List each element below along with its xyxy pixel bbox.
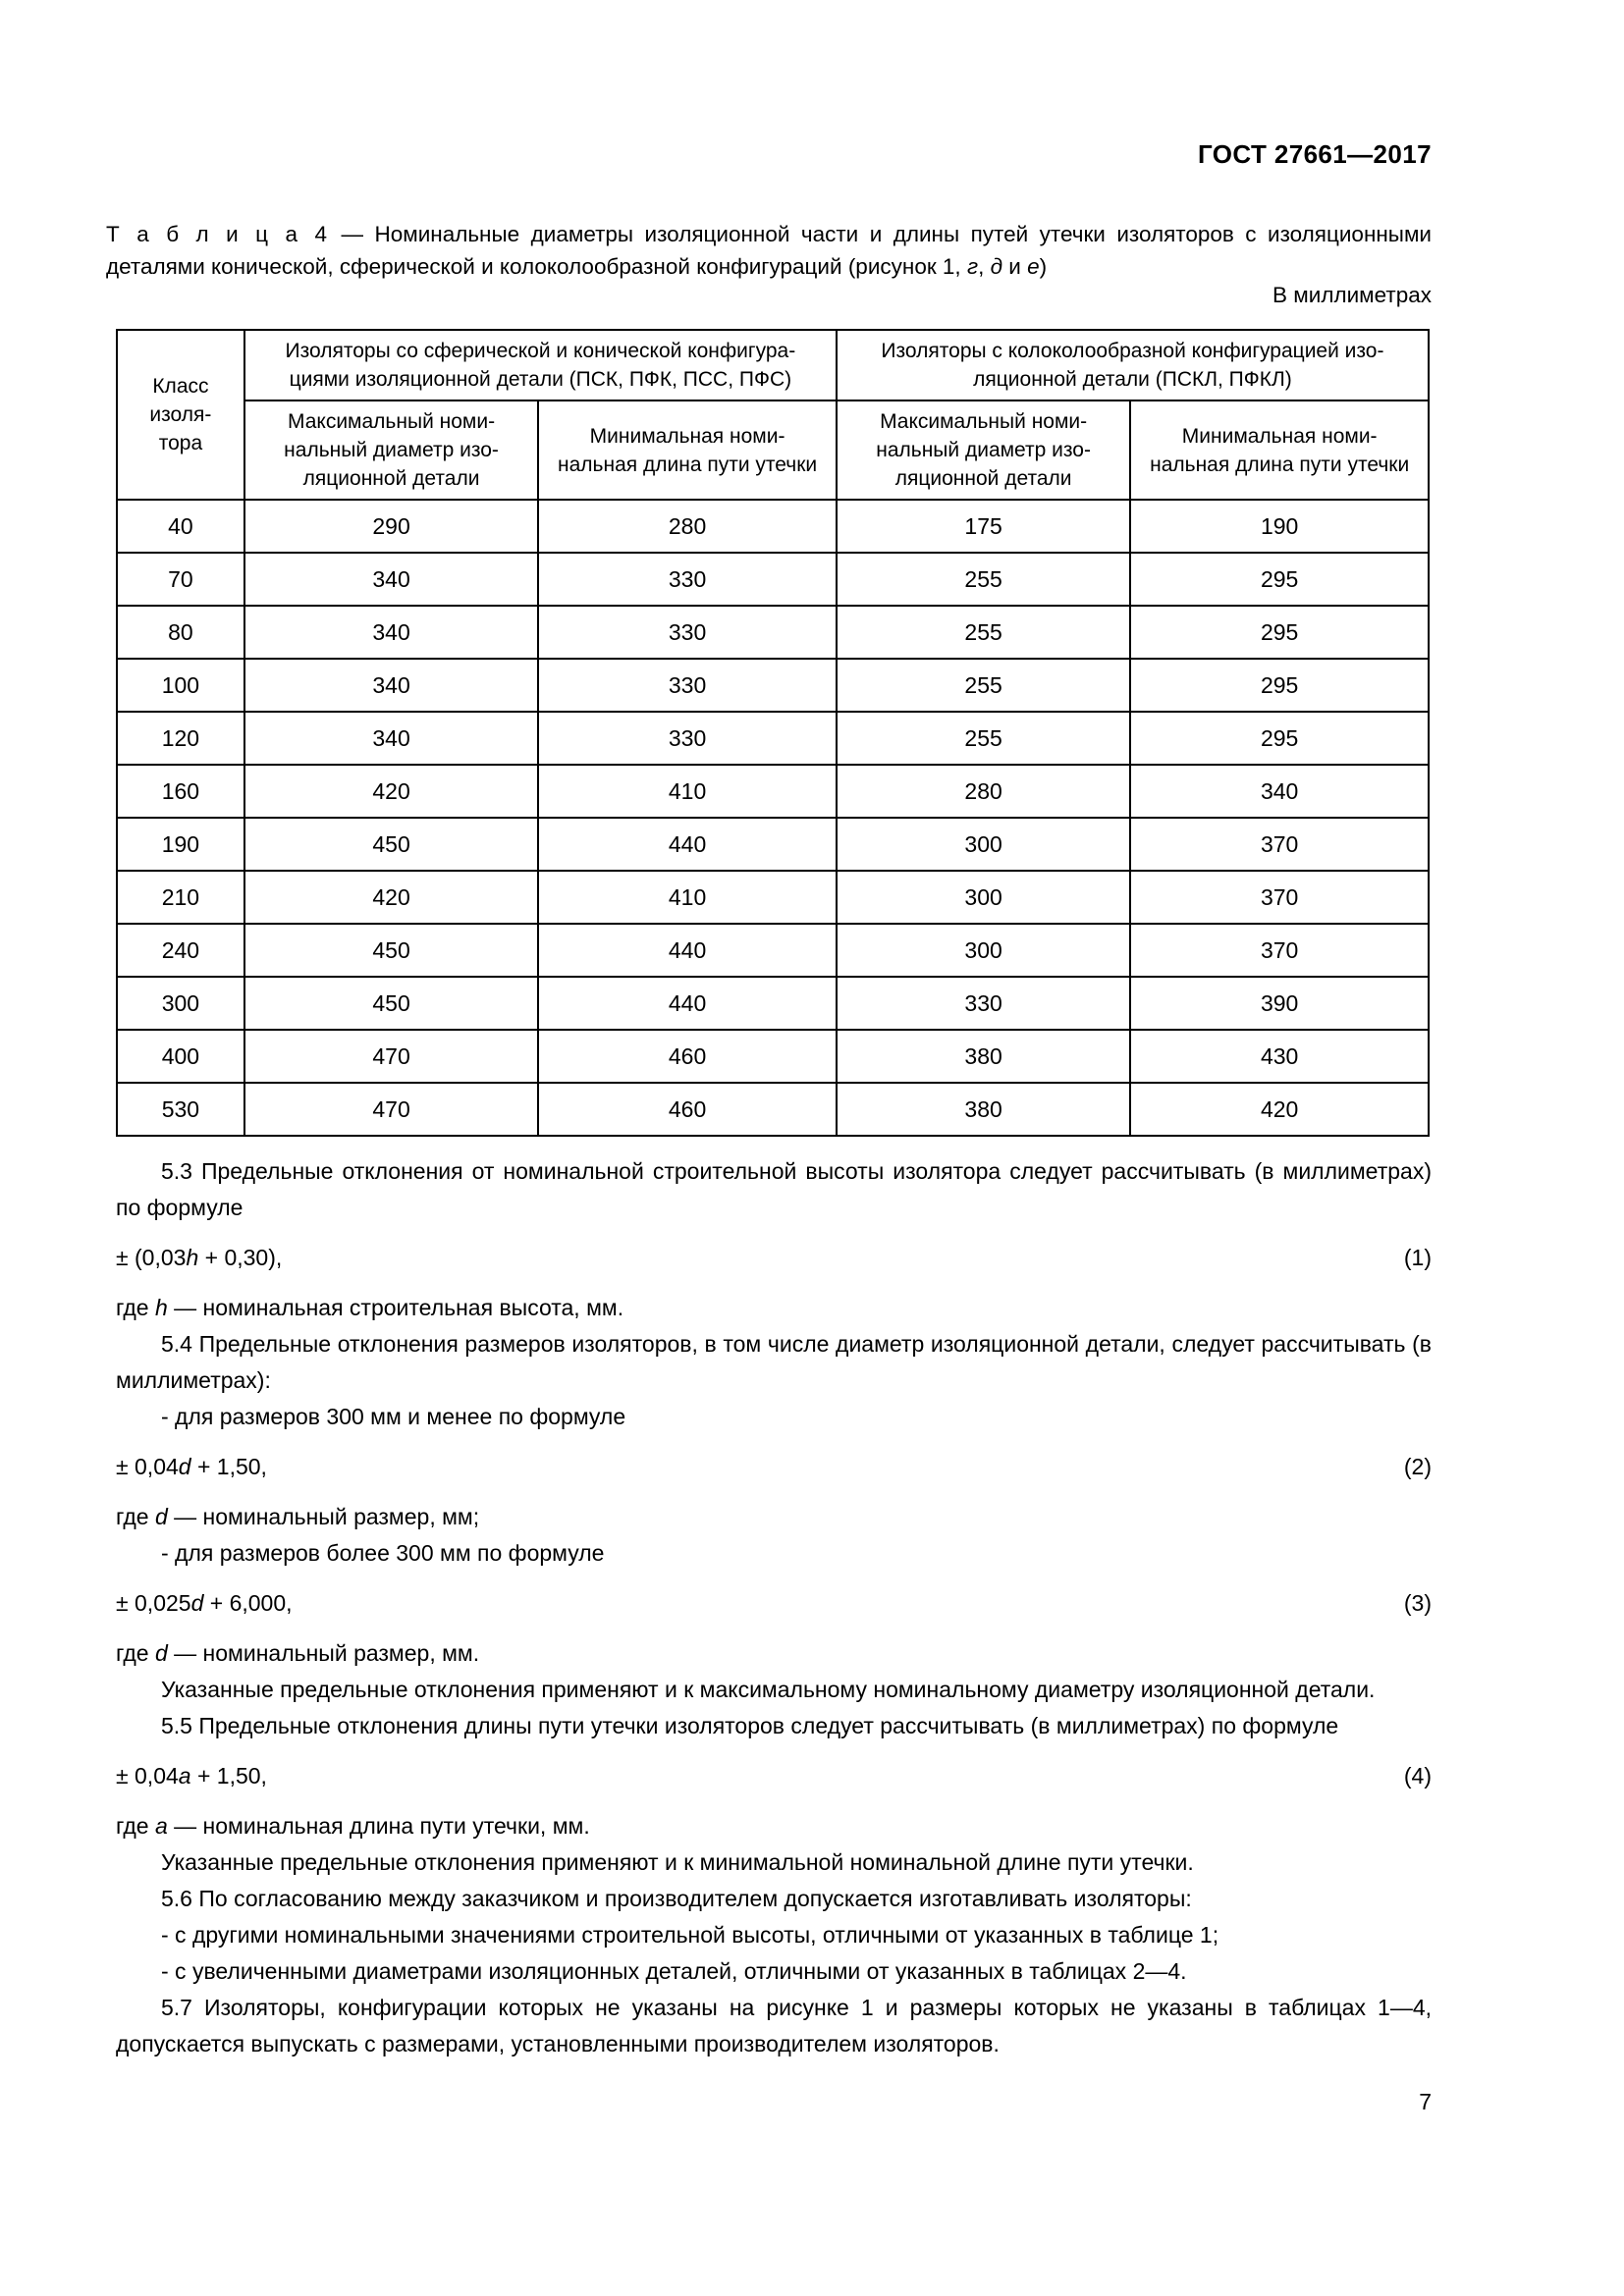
formula-4-variable: a xyxy=(178,1763,191,1789)
formula-2-row xyxy=(116,1449,1432,1485)
cell-spherical-min-creepage: 410 xyxy=(538,765,837,818)
cell-spherical-min-creepage: 330 xyxy=(538,712,837,765)
item-5-6-other-heights: - с другими номинальными значениями строительной высоты, отличными от указанных в таблице 1; xyxy=(161,1922,1219,1948)
table-header-sph-min-creepage: Минимальная номи- нальная длина пути утечки xyxy=(538,400,837,500)
cell-bell-min-creepage: 390 xyxy=(1130,977,1429,1030)
cell-bell-min-creepage: 420 xyxy=(1130,1083,1429,1136)
formula-1-row xyxy=(116,1240,1432,1276)
formula-4 xyxy=(116,1763,267,1789)
cell-spherical-min-creepage: 330 xyxy=(538,606,837,659)
cell-bell-min-creepage: 370 xyxy=(1130,924,1429,977)
cell-class: 70 xyxy=(117,553,244,606)
where-clause-a xyxy=(116,1808,1432,1844)
table-row xyxy=(117,924,1429,977)
cell-bell-min-creepage: 295 xyxy=(1130,712,1429,765)
cell-bell-max-diameter: 255 xyxy=(837,553,1130,606)
cell-spherical-max-diameter: 340 xyxy=(244,659,538,712)
cell-spherical-max-diameter: 340 xyxy=(244,553,538,606)
formula-2-suffix: + 1,50, xyxy=(190,1454,267,1479)
cell-bell-min-creepage: 370 xyxy=(1130,818,1429,871)
where-a-suffix: — номинальная длина пути утечки, мм. xyxy=(167,1813,590,1839)
formula-4-suffix: + 1,50, xyxy=(190,1763,267,1789)
cell-bell-max-diameter: 300 xyxy=(837,871,1130,924)
cell-bell-min-creepage: 340 xyxy=(1130,765,1429,818)
formula-1-suffix: + 0,30), xyxy=(198,1245,283,1270)
cell-class: 160 xyxy=(117,765,244,818)
formula-3 xyxy=(116,1590,293,1616)
cell-bell-max-diameter: 330 xyxy=(837,977,1130,1030)
table-body xyxy=(117,500,1429,1136)
cell-spherical-max-diameter: 470 xyxy=(244,1030,538,1083)
table-row xyxy=(117,1030,1429,1083)
cell-class: 190 xyxy=(117,818,244,871)
cell-bell-max-diameter: 300 xyxy=(837,924,1130,977)
where-d2-prefix: где xyxy=(116,1640,155,1666)
where-clause-d-2 xyxy=(116,1635,1432,1672)
formula-3-suffix: + 6,000, xyxy=(203,1590,293,1616)
table-caption-text-4: ) xyxy=(1039,254,1048,279)
cell-spherical-min-creepage: 410 xyxy=(538,871,837,924)
cell-spherical-min-creepage: 460 xyxy=(538,1030,837,1083)
cell-bell-max-diameter: 175 xyxy=(837,500,1130,553)
formula-2 xyxy=(116,1454,267,1479)
cell-bell-max-diameter: 255 xyxy=(837,712,1130,765)
cell-bell-max-diameter: 380 xyxy=(837,1030,1130,1083)
table-caption-dash: — xyxy=(330,222,375,246)
where-d2-suffix: — номинальный размер, мм. xyxy=(167,1640,480,1666)
formula-2-variable: d xyxy=(178,1454,191,1479)
note-paragraph-max-diameter: Указанные предельные отклонения применяют и к максимальному номинальному диаметру изоляционной детали. xyxy=(161,1677,1376,1702)
cell-bell-min-creepage: 295 xyxy=(1130,553,1429,606)
cell-spherical-max-diameter: 450 xyxy=(244,818,538,871)
where-a-prefix: где xyxy=(116,1813,155,1839)
formula-3-row xyxy=(116,1585,1432,1622)
formula-1 xyxy=(116,1245,282,1270)
cell-bell-max-diameter: 380 xyxy=(837,1083,1130,1136)
cell-spherical-min-creepage: 440 xyxy=(538,924,837,977)
table-header-row-groups xyxy=(117,330,1429,400)
cell-class: 120 xyxy=(117,712,244,765)
table-caption-text-3: и xyxy=(1002,254,1028,279)
formula-4-prefix: ± 0,04 xyxy=(116,1763,179,1789)
table-units-note: В миллиметрах xyxy=(1272,283,1432,307)
formula-1-variable: h xyxy=(186,1245,199,1270)
section-5-3-block xyxy=(116,1153,1432,2062)
item-sizes-over-300: - для размеров более 300 мм по формуле xyxy=(161,1540,605,1566)
cell-spherical-max-diameter: 470 xyxy=(244,1083,538,1136)
cell-spherical-max-diameter: 340 xyxy=(244,712,538,765)
cell-bell-min-creepage: 370 xyxy=(1130,871,1429,924)
item-sizes-300-or-less: - для размеров 300 мм и менее по формуле xyxy=(161,1404,626,1429)
table-header-sph-max-diameter: Максимальный номи- нальный диаметр изо- ляционной детали xyxy=(244,400,538,500)
where-h-prefix: где xyxy=(116,1295,155,1320)
cell-class: 210 xyxy=(117,871,244,924)
formula-4-number: (4) xyxy=(1403,1763,1432,1789)
cell-bell-min-creepage: 295 xyxy=(1130,659,1429,712)
formula-3-prefix: ± 0,025 xyxy=(116,1590,191,1616)
cell-bell-min-creepage: 190 xyxy=(1130,500,1429,553)
table-header-class: Класс изоля- тора xyxy=(117,330,244,500)
table-caption-fig-ref-g: г xyxy=(966,254,979,279)
cell-spherical-min-creepage: 330 xyxy=(538,553,837,606)
paragraph-5-3: 5.3 Предельные отклонения от номинальной строительной высоты изолятора следует рассчитывать (в миллиметрах) по формуле xyxy=(116,1158,1432,1220)
table-row xyxy=(117,1083,1429,1136)
table-row xyxy=(117,977,1429,1030)
where-d1-suffix: — номинальный размер, мм; xyxy=(167,1504,480,1529)
where-a-variable: a xyxy=(154,1813,168,1839)
formula-2-prefix: ± 0,04 xyxy=(116,1454,179,1479)
table-row xyxy=(117,818,1429,871)
table-caption-text-2: , xyxy=(978,254,991,279)
cell-bell-max-diameter: 255 xyxy=(837,606,1130,659)
table-row xyxy=(117,500,1429,553)
table-caption-text-1: Номинальные диаметры изоляционной части и длины путей утечки изоляторов с изоляционными деталями конической, сферической и колоколообразной конфигураций (рисунок 1, xyxy=(106,222,1433,279)
cell-spherical-max-diameter: 340 xyxy=(244,606,538,659)
cell-spherical-max-diameter: 420 xyxy=(244,871,538,924)
paragraph-5-6: 5.6 По согласованию между заказчиком и производителем допускается изготавливать изоляторы: xyxy=(161,1886,1192,1911)
table-header-bell-max-diameter: Максимальный номи- нальный диаметр изо- ляционной детали xyxy=(837,400,1130,500)
where-h-suffix: — номинальная строительная высота, мм. xyxy=(167,1295,624,1320)
cell-bell-min-creepage: 430 xyxy=(1130,1030,1429,1083)
formula-1-prefix: ± (0,03 xyxy=(116,1245,187,1270)
cell-bell-min-creepage: 295 xyxy=(1130,606,1429,659)
cell-class: 40 xyxy=(117,500,244,553)
cell-spherical-min-creepage: 440 xyxy=(538,818,837,871)
table-caption-fig-ref-e: е xyxy=(1027,254,1040,279)
cell-class: 400 xyxy=(117,1030,244,1083)
table-head xyxy=(117,330,1429,500)
formula-3-number: (3) xyxy=(1403,1590,1432,1616)
cell-spherical-min-creepage: 280 xyxy=(538,500,837,553)
formula-1-number: (1) xyxy=(1403,1245,1432,1270)
table-row xyxy=(117,553,1429,606)
table-caption xyxy=(106,218,1432,283)
table-row xyxy=(117,765,1429,818)
table-caption-label: Т а б л и ц а 4 xyxy=(106,222,331,246)
nominal-diameters-table xyxy=(116,329,1430,1137)
where-d1-prefix: где xyxy=(116,1504,155,1529)
cell-spherical-min-creepage: 440 xyxy=(538,977,837,1030)
cell-spherical-max-diameter: 450 xyxy=(244,977,538,1030)
page-number: 7 xyxy=(1419,2089,1432,2114)
cell-spherical-max-diameter: 290 xyxy=(244,500,538,553)
cell-spherical-min-creepage: 460 xyxy=(538,1083,837,1136)
cell-spherical-max-diameter: 450 xyxy=(244,924,538,977)
paragraph-5-7: 5.7 Изоляторы, конфигурации которых не указаны на рисунке 1 и размеры которых не указаны в таблицах 1—4, допускается выпускать с размерами, установленными производителем изоляторов. xyxy=(116,1995,1432,2056)
table-row xyxy=(117,871,1429,924)
where-clause-h xyxy=(116,1290,1432,1326)
where-h-variable: h xyxy=(154,1295,168,1320)
item-5-6-larger-diameters: - с увеличенными диаметрами изоляционных деталей, отличными от указанных в таблицах 2—4. xyxy=(161,1958,1187,1984)
note-paragraph-min-creepage: Указанные предельные отклонения применяют и к минимальной номинальной длине пути утечки. xyxy=(161,1849,1194,1875)
cell-class: 240 xyxy=(117,924,244,977)
table-header-group-spherical-conical: Изоляторы со сферической и конической конфигура- циями изоляционной детали (ПСК, ПФК, ПСС, ПФС) xyxy=(244,330,837,400)
table-row xyxy=(117,712,1429,765)
paragraph-5-5: 5.5 Предельные отклонения длины пути утечки изоляторов следует рассчитывать (в миллиметрах) по формуле xyxy=(161,1713,1339,1738)
formula-4-row xyxy=(116,1758,1432,1794)
table-header-row-subcolumns xyxy=(117,400,1429,500)
cell-bell-max-diameter: 255 xyxy=(837,659,1130,712)
table-header-group-bell: Изоляторы с колоколообразной конфигурацией изо- ляционной детали (ПСКЛ, ПФКЛ) xyxy=(837,330,1429,400)
table-row xyxy=(117,606,1429,659)
cell-class: 80 xyxy=(117,606,244,659)
cell-class: 100 xyxy=(117,659,244,712)
where-clause-d-1 xyxy=(116,1499,1432,1535)
formula-2-number: (2) xyxy=(1403,1454,1432,1479)
document-header-standard-id: ГОСТ 27661—2017 xyxy=(1198,139,1432,169)
cell-class: 530 xyxy=(117,1083,244,1136)
cell-bell-max-diameter: 280 xyxy=(837,765,1130,818)
cell-class: 300 xyxy=(117,977,244,1030)
cell-spherical-min-creepage: 330 xyxy=(538,659,837,712)
formula-3-variable: d xyxy=(190,1590,204,1616)
cell-spherical-max-diameter: 420 xyxy=(244,765,538,818)
table-caption-fig-ref-d: д xyxy=(990,254,1003,279)
where-d2-variable: d xyxy=(154,1640,168,1666)
paragraph-5-4: 5.4 Предельные отклонения размеров изоляторов, в том числе диаметр изоляционной детали, следует рассчитывать (в миллиметрах): xyxy=(116,1331,1432,1393)
table-header-bell-min-creepage: Минимальная номи- нальная длина пути утечки xyxy=(1130,400,1429,500)
where-d1-variable: d xyxy=(154,1504,168,1529)
table-row xyxy=(117,659,1429,712)
cell-bell-max-diameter: 300 xyxy=(837,818,1130,871)
